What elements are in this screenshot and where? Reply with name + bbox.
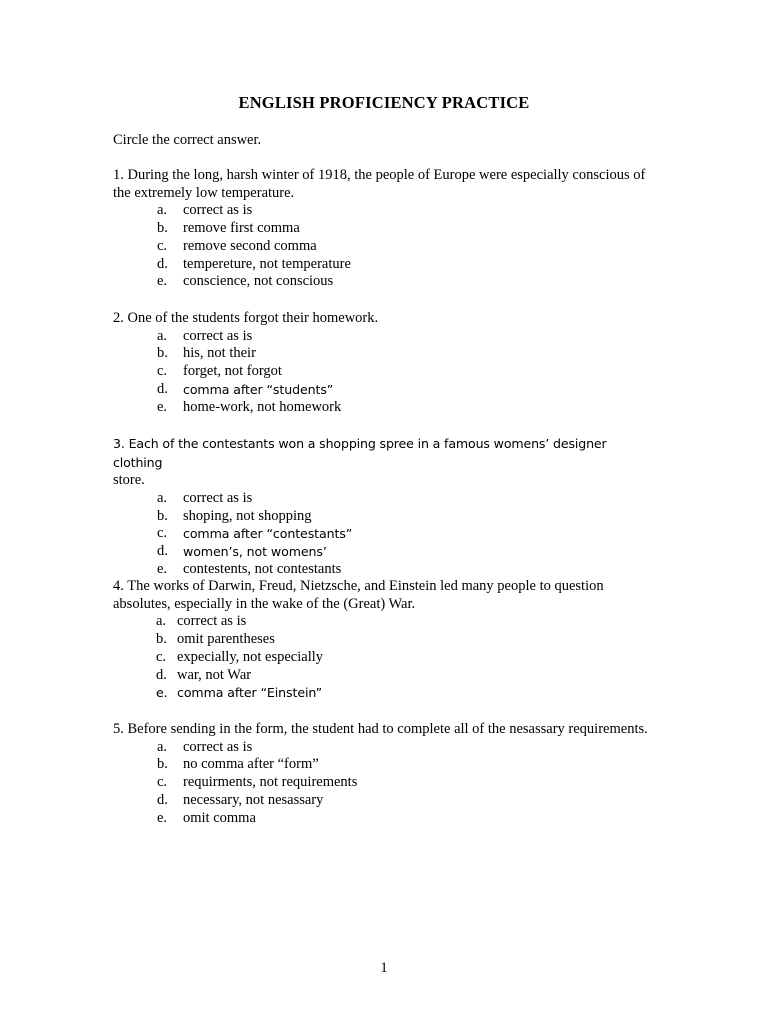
option-letter: b.	[157, 756, 168, 773]
answer-options	[113, 613, 658, 702]
answer-option[interactable]	[113, 490, 658, 508]
option-text: requirments, not requirements	[183, 774, 358, 791]
option-letter: c.	[157, 237, 168, 254]
option-text: his, not their	[183, 345, 256, 362]
option-text: necessary, not nesassary	[183, 791, 324, 808]
answer-option[interactable]	[113, 220, 658, 238]
answer-option[interactable]	[113, 363, 658, 381]
question-stem: 5. Before sending in the form, the student had to complete all of the nesassary requirements.	[113, 721, 648, 737]
answer-option[interactable]	[113, 684, 658, 702]
option-letter: c.	[156, 648, 167, 665]
answer-option[interactable]	[113, 202, 658, 220]
option-letter: c.	[157, 525, 168, 542]
answer-options	[113, 490, 658, 579]
option-text: correct as is	[183, 327, 253, 344]
option-letter: b.	[156, 630, 167, 647]
option-text: women’s, not womens’	[183, 544, 327, 560]
option-text: tempereture, not temperature	[183, 255, 351, 272]
answer-options	[113, 328, 658, 417]
option-letter: d.	[157, 255, 168, 272]
option-text: comma after “Einstein”	[177, 685, 323, 701]
option-letter: a.	[157, 202, 168, 219]
answer-option[interactable]	[113, 810, 658, 828]
answer-option[interactable]	[113, 667, 658, 685]
option-text: comma after “contestants”	[183, 526, 353, 542]
answer-options	[113, 202, 658, 291]
option-text: home-work, not homework	[183, 398, 342, 415]
option-letter: a.	[157, 489, 168, 506]
option-letter: d.	[157, 380, 168, 397]
option-letter: c.	[157, 363, 168, 380]
option-text: conscience, not conscious	[183, 273, 334, 290]
option-letter: a.	[156, 613, 167, 630]
answer-option[interactable]	[113, 631, 658, 649]
option-letter: a.	[157, 327, 168, 344]
question-stem-line-1: 3. Each of the contestants won a shopping spree in a famous womens’ designer clothing	[113, 436, 607, 470]
answer-option[interactable]	[113, 256, 658, 274]
option-text: comma after “students”	[183, 381, 334, 397]
question-stem-line-2: store.	[113, 472, 145, 489]
option-letter: e.	[157, 273, 168, 290]
answer-option[interactable]	[113, 792, 658, 810]
page-number: 1	[380, 960, 388, 976]
option-text: no comma after “form”	[183, 756, 319, 773]
question-2	[113, 310, 658, 417]
answer-option[interactable]	[113, 649, 658, 667]
answer-option[interactable]	[113, 613, 658, 631]
question-5	[113, 721, 658, 828]
question-stem: 4. The works of Darwin, Freud, Nietzsche, and Einstein led many people to question absolutes, especially in the wake of the (Great) War.	[113, 578, 604, 612]
option-letter: d.	[156, 666, 167, 683]
option-text: war, not War	[177, 666, 252, 683]
option-letter: e.	[157, 809, 168, 826]
instruction-text: Circle the correct answer.	[113, 132, 262, 148]
option-text: correct as is	[183, 489, 253, 506]
option-letter: b.	[157, 345, 168, 362]
answer-options	[113, 739, 658, 828]
answer-option[interactable]	[113, 381, 658, 399]
option-text: remove second comma	[183, 237, 317, 254]
answer-option[interactable]	[113, 774, 658, 792]
answer-option[interactable]	[113, 399, 658, 417]
answer-option[interactable]	[113, 345, 658, 363]
option-text: omit parentheses	[177, 630, 275, 647]
option-text: forget, not forgot	[183, 363, 282, 380]
option-text: correct as is	[183, 738, 253, 755]
question-3	[113, 435, 658, 579]
option-letter: b.	[157, 507, 168, 524]
option-text: correct as is	[177, 613, 247, 630]
option-text: expecially, not especially	[177, 648, 324, 665]
option-text: shoping, not shopping	[183, 507, 312, 524]
question-stem: 1. During the long, harsh winter of 1918, the people of Europe were especially conscious of the extremely low temperature.	[113, 167, 646, 201]
option-text: correct as is	[183, 202, 253, 219]
answer-option[interactable]	[113, 328, 658, 346]
option-text: remove first comma	[183, 219, 300, 236]
option-letter: d.	[157, 791, 168, 808]
question-stem: 2. One of the students forgot their homework.	[113, 310, 379, 326]
answer-option[interactable]	[113, 525, 658, 543]
question-stem	[113, 435, 658, 490]
answer-option[interactable]	[113, 756, 658, 774]
option-letter: c.	[157, 774, 168, 791]
answer-option[interactable]	[113, 561, 658, 579]
answer-option[interactable]	[113, 543, 658, 561]
option-letter: d.	[157, 543, 168, 560]
answer-option[interactable]	[113, 508, 658, 526]
question-1	[113, 167, 658, 291]
option-letter: e.	[157, 560, 168, 577]
option-letter: e.	[157, 398, 168, 415]
question-4	[113, 578, 658, 702]
option-text: contestents, not contestants	[183, 560, 342, 577]
answer-option[interactable]	[113, 739, 658, 757]
page-title: ENGLISH PROFICIENCY PRACTICE	[238, 93, 530, 112]
option-letter: a.	[157, 738, 168, 755]
option-letter: e.	[156, 685, 168, 701]
option-text: omit comma	[183, 809, 256, 826]
option-letter: b.	[157, 219, 168, 236]
answer-option[interactable]	[113, 273, 658, 291]
answer-option[interactable]	[113, 238, 658, 256]
